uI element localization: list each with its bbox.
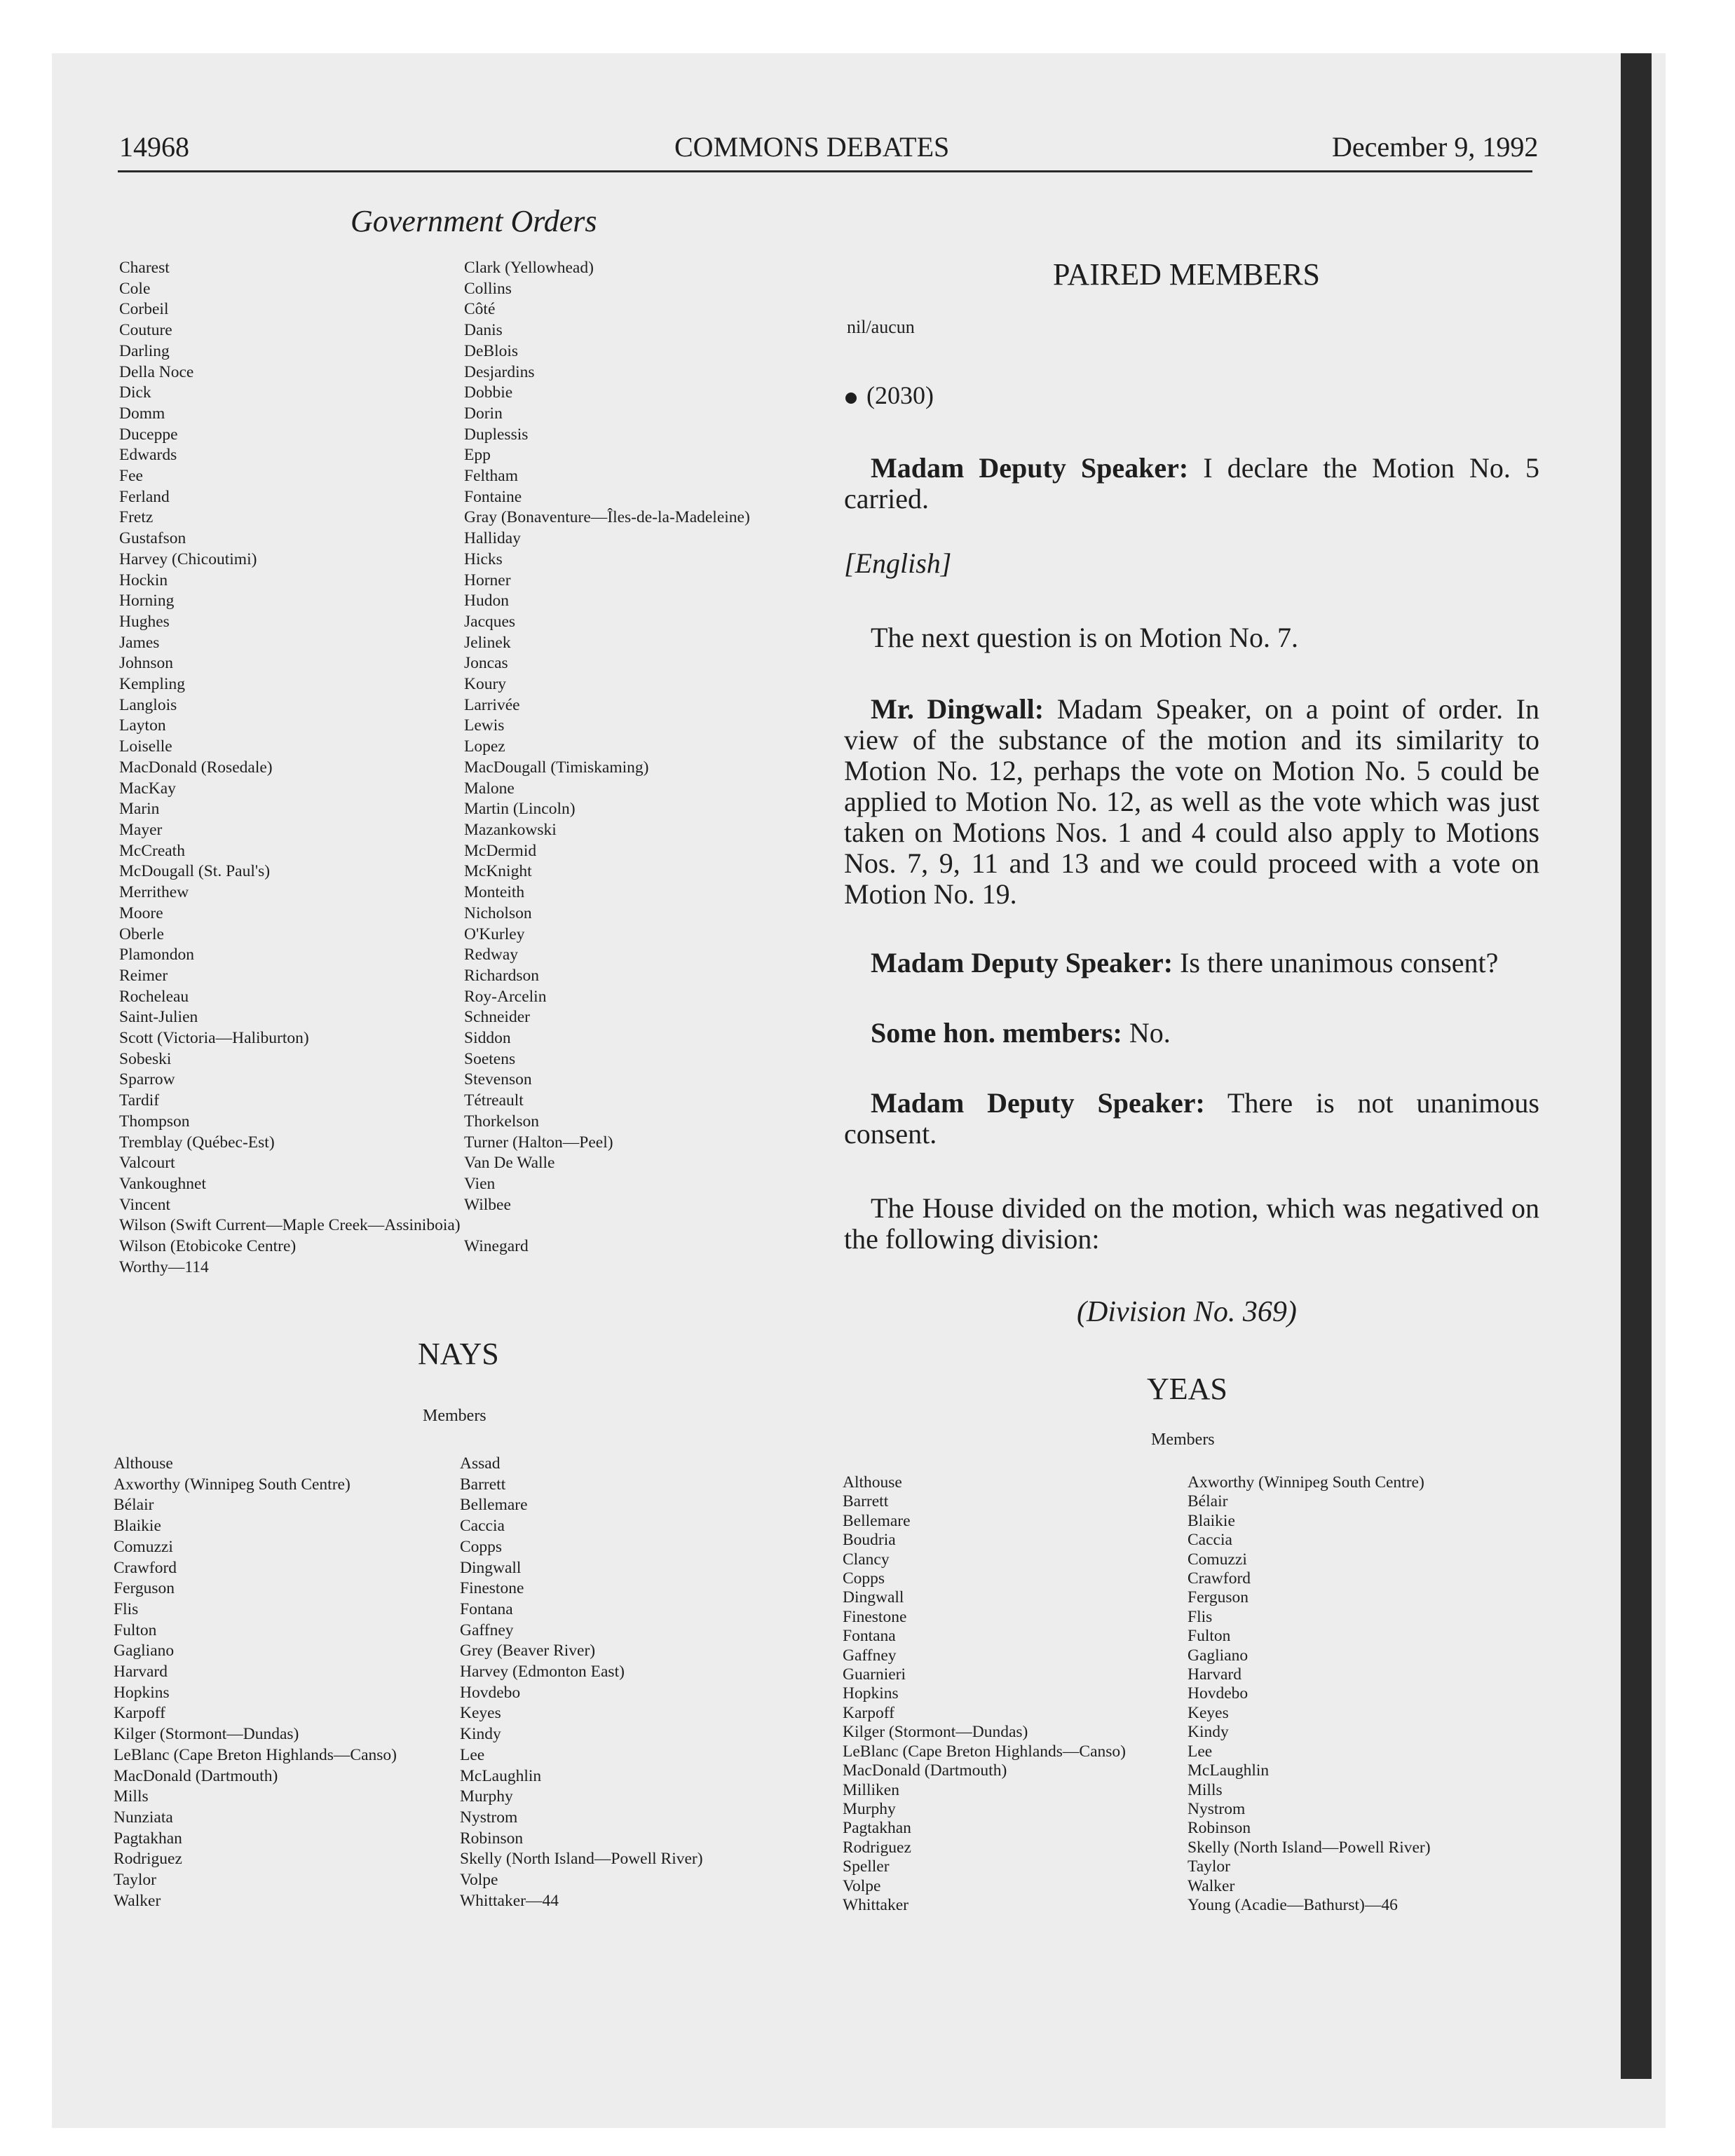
member-name: Sobeski [119,1049,172,1068]
member-name: Harvey (Chicoutimi) [119,550,257,568]
member-name: Corbeil [119,300,169,319]
member-name: Joncas [464,654,508,673]
member-name: Jacques [464,612,516,631]
member-name: Grey (Beaver River) [460,1642,596,1660]
statement-text: Madam Speaker, on a point of order. In view of the substance of the motion and its similarity to Motion No. 12, perhaps the vote on Motion No. 5 could be applied to Motion No. 12, as well as the vote which was just taken on Motions Nos. 1 and 4 could also apply to Motions Nos. 7, 9, 11 and 13 and we could proceed with a vote on Motion No. 19. [844,693,1539,910]
member-name: Hovdebo [460,1683,521,1702]
statement-text: No. [1122,1017,1171,1049]
member-name: Cole [119,279,151,298]
member-name: Horner [464,571,511,589]
speaker-name: Some hon. members: [871,1017,1122,1049]
page-number: 14968 [119,131,189,163]
member-name: Lopez [464,737,505,756]
language-tag: [English] [844,547,952,579]
member-name: Hughes [119,612,170,631]
member-name: Van De Walle [464,1154,555,1173]
member-name: Plamondon [119,946,195,964]
member-name: McLaughlin [1188,1761,1270,1780]
member-name: Côté [464,300,496,319]
member-name: Copps [843,1569,885,1588]
member-name: Caccia [460,1517,505,1536]
member-name: Fretz [119,508,154,527]
member-name: Blaikie [114,1517,161,1536]
member-name: Darling [119,341,170,360]
member-name: Richardson [464,966,540,985]
member-name: Monteith [464,883,525,902]
member-name: James [119,633,160,652]
member-name: Lewis [464,716,505,735]
member-name: LeBlanc (Cape Breton Highlands—Canso) [114,1745,397,1764]
member-name: Duceppe [119,425,178,444]
member-name: MacDougall (Timiskaming) [464,758,649,777]
member-name: Finestone [460,1579,524,1598]
member-name: Larrivée [464,695,520,714]
member-name: Rodriguez [843,1838,911,1857]
member-name: Soetens [464,1049,516,1068]
member-name: Fee [119,467,143,486]
member-name: Roy-Arcelin [464,987,547,1006]
page-date: December 9, 1992 [1332,131,1539,163]
header-rule [118,170,1532,172]
member-name: Karpoff [843,1703,894,1722]
member-name: Moore [119,903,163,922]
member-name: Merrithew [119,883,189,902]
member-name: Skelly (North Island—Powell River) [1188,1838,1431,1857]
member-name: Tremblay (Québec-Est) [119,1133,275,1152]
member-name: Dobbie [464,383,513,402]
member-name: Thorkelson [464,1112,540,1131]
member-name: Axworthy (Winnipeg South Centre) [1188,1473,1424,1492]
member-name: Sparrow [119,1070,175,1089]
member-name: Loiselle [119,737,172,756]
member-name: Edwards [119,446,177,465]
member-name: Saint-Julien [119,1008,198,1027]
member-name: Hockin [119,571,168,589]
member-name: Taylor [114,1871,156,1890]
member-name: Walker [114,1891,161,1910]
member-name: Mazankowski [464,820,557,839]
continued-list-column-1 [119,258,461,1278]
member-name: Harvard [114,1663,168,1681]
member-name: Scott (Victoria—Haliburton) [119,1029,309,1048]
member-name: Charest [119,259,170,277]
member-name: Vankoughnet [119,1174,207,1193]
member-name: Keyes [460,1704,501,1723]
member-name: Walker [1188,1876,1235,1895]
member-name: Bélair [114,1496,154,1515]
member-name: Dingwall [843,1588,904,1607]
member-name: Murphy [843,1799,896,1818]
member-name: Finestone [843,1607,907,1626]
member-name: Karpoff [114,1704,165,1723]
member-name: Reimer [119,966,168,985]
continued-list-column-2 [464,258,750,1257]
yeas-column-1 [843,1473,1126,1915]
member-name: Fulton [114,1621,157,1639]
member-name: Nunziata [114,1808,173,1827]
yeas-heading: YEAS [1147,1372,1227,1406]
member-name: MacDonald (Dartmouth) [843,1761,1007,1780]
member-name: Lee [460,1745,485,1764]
timestamp [845,380,934,411]
member-name: Martin (Lincoln) [464,800,576,819]
member-name: Rocheleau [119,987,189,1006]
member-name: Kempling [119,675,185,694]
member-name: Epp [464,446,491,465]
member-name: Hopkins [843,1684,899,1703]
member-name: Vien [464,1174,496,1193]
nays-members-label: Members [423,1407,487,1425]
running-title: COMMONS DEBATES [674,131,950,163]
member-name: Axworthy (Winnipeg South Centre) [114,1475,351,1494]
member-name: McKnight [464,862,532,881]
member-name: Whittaker—44 [460,1891,559,1910]
member-name: Gray (Bonaventure—Îles-de-la-Madeleine) [464,508,750,527]
member-name: Gagliano [1188,1646,1248,1665]
member-name: Thompson [119,1112,190,1131]
member-name: MacDonald (Dartmouth) [114,1766,278,1785]
member-name: McDougall (St. Paul's) [119,862,271,881]
member-name: Malone [464,779,515,798]
member-name: Guarnieri [843,1665,906,1684]
member-name: Wilson (Swift Current—Maple Creek—Assiniboia) [119,1216,461,1235]
division-number: (Division No. 369) [1077,1296,1297,1328]
member-name: Domm [119,404,165,423]
statement-text: I declare the Motion No. 5 carried. [844,452,1539,514]
member-name: Gaffney [460,1621,514,1639]
member-name: Clark (Yellowhead) [464,259,594,277]
speaker-name: Madam Deputy Speaker: [871,947,1173,978]
member-name: MacDonald (Rosedale) [119,758,273,777]
member-name: Feltham [464,467,519,486]
member-name: Harvard [1188,1665,1241,1684]
member-name: Pagtakhan [843,1819,911,1838]
member-name: Harvey (Edmonton East) [460,1663,625,1681]
member-name: Ferguson [1188,1588,1249,1607]
member-name: Redway [464,946,519,964]
member-name: Oberle [119,925,164,943]
yeas-column-2 [1188,1473,1431,1915]
member-name: Worthy—114 [119,1257,209,1276]
member-name: Rodriguez [114,1850,182,1869]
member-name: Fontaine [464,487,522,506]
member-name: McCreath [119,841,185,860]
member-name: Mills [1188,1780,1223,1799]
scan-edge-shadow [1621,53,1652,2079]
member-name: Stevenson [464,1070,532,1089]
member-name: Blaikie [1188,1511,1235,1530]
speaker-name: Madam Deputy Speaker: [871,1087,1205,1119]
member-name: Nicholson [464,903,532,922]
statement-members-reply [844,1018,1539,1049]
member-name: Mayer [119,820,163,839]
member-name: Volpe [460,1871,498,1890]
member-name: Hopkins [114,1683,170,1702]
member-name: Desjardins [464,362,535,381]
member-name: Speller [843,1857,890,1876]
member-name: Kilger (Stormont—Dundas) [843,1723,1028,1742]
paired-members-heading: PAIRED MEMBERS [1053,257,1321,292]
member-name: Halliday [464,529,521,548]
member-name: Turner (Halton—Peel) [464,1133,613,1152]
member-name: Fulton [1188,1627,1231,1646]
member-name: Robinson [460,1829,524,1848]
member-name: Murphy [460,1787,513,1806]
member-name: Horning [119,592,175,610]
member-name: Layton [119,716,166,735]
member-name: Crawford [114,1558,177,1577]
member-name: Gagliano [114,1642,175,1660]
member-name: Nystrom [460,1808,518,1827]
member-name: Bélair [1188,1492,1228,1511]
member-name: Della Noce [119,362,194,381]
member-name: Clancy [843,1550,890,1569]
member-name [464,1215,750,1236]
member-name: Robinson [1188,1819,1251,1838]
member-name: O'Kurley [464,925,525,943]
member-name: Duplessis [464,425,529,444]
member-name: Dick [119,383,151,402]
member-name: Fontana [460,1599,513,1618]
member-name: Barrett [843,1492,889,1511]
member-name: Koury [464,675,507,694]
member-name: Ferguson [114,1579,175,1598]
nays-column-2 [460,1454,703,1911]
paired-members-value: nil/aucun [847,317,915,337]
member-name: Nystrom [1188,1799,1246,1818]
member-name: Fontana [843,1627,896,1646]
member-name: Lee [1188,1742,1213,1761]
member-name: Assad [460,1454,501,1473]
member-name: Johnson [119,654,174,673]
statement-unanimous-consent-question [844,948,1539,978]
timestamp-text: (2030) [866,381,934,409]
member-name: Dorin [464,404,503,423]
member-name: Bellemare [843,1511,911,1530]
member-name: Tétreault [464,1091,524,1110]
member-name: Volpe [843,1876,881,1895]
member-name: Tardif [119,1091,160,1110]
member-name: Hudon [464,592,509,610]
member-name: Kilger (Stormont—Dundas) [114,1725,299,1744]
member-name: LeBlanc (Cape Breton Highlands—Canso) [843,1742,1126,1761]
nays-column-1 [114,1454,397,1911]
member-name: Wilbee [464,1195,511,1214]
statement-no-consent [844,1088,1539,1149]
member-name: McDermid [464,841,537,860]
member-name: Skelly (North Island—Powell River) [460,1850,703,1869]
member-name: Winegard [464,1237,529,1256]
member-name: Mills [114,1787,149,1806]
member-name: Barrett [460,1475,506,1494]
bullet-icon [845,393,857,404]
member-name: Jelinek [464,633,511,652]
member-name: Comuzzi [1188,1550,1247,1569]
speaker-name: Madam Deputy Speaker: [871,452,1189,484]
member-name: Flis [1188,1607,1213,1626]
member-name: Collins [464,279,512,298]
member-name: Marin [119,800,160,819]
member-name: Althouse [843,1473,902,1492]
member-name: Gaffney [843,1646,897,1665]
member-name: Pagtakhan [114,1829,182,1848]
member-name: Althouse [114,1454,173,1473]
member-name: Vincent [119,1195,170,1214]
member-name: Caccia [1188,1531,1232,1550]
statement-house-divided: The House divided on the motion, which was negatived on the following division: [844,1192,1539,1255]
member-name: Valcourt [119,1154,175,1173]
member-name: Boudria [843,1531,896,1550]
member-name: Comuzzi [114,1537,173,1556]
member-name: Kindy [460,1725,501,1744]
member-name: Milliken [843,1780,899,1799]
member-name: Dingwall [460,1558,522,1577]
member-name: Langlois [119,695,177,714]
speaker-name: Mr. Dingwall: [871,693,1045,725]
section-title: Government Orders [351,204,597,238]
member-name: Wilson (Etobicoke Centre) [119,1237,297,1256]
member-name: Crawford [1188,1569,1251,1588]
statement-text: There is not unanimous consent. [844,1087,1539,1149]
member-name: McLaughlin [460,1766,542,1785]
statement-next-question: The next question is on Motion No. 7. [871,622,1298,653]
statement-point-of-order [844,694,1539,910]
member-name: Taylor [1188,1857,1230,1876]
member-name: Flis [114,1599,139,1618]
statement-motion-5-carried [844,453,1539,514]
member-name: Schneider [464,1008,530,1027]
nays-heading: NAYS [418,1337,499,1371]
member-name: Young (Acadie—Bathurst)—46 [1188,1895,1398,1914]
member-name: Whittaker [843,1895,909,1914]
member-name: Couture [119,321,172,340]
member-name: Hovdebo [1188,1684,1248,1703]
statement-text: Is there unanimous consent? [1173,947,1499,978]
member-name: Siddon [464,1029,511,1048]
member-name: Copps [460,1537,503,1556]
member-name: Kindy [1188,1723,1229,1742]
member-name: Keyes [1188,1703,1229,1722]
member-name: MacKay [119,779,176,798]
member-name: Gustafson [119,529,186,548]
member-name: Danis [464,321,503,340]
member-name: Bellemare [460,1496,528,1515]
yeas-members-label: Members [1151,1431,1215,1449]
member-name: Hicks [464,550,503,568]
member-name: Ferland [119,487,170,506]
member-name: DeBlois [464,341,519,360]
